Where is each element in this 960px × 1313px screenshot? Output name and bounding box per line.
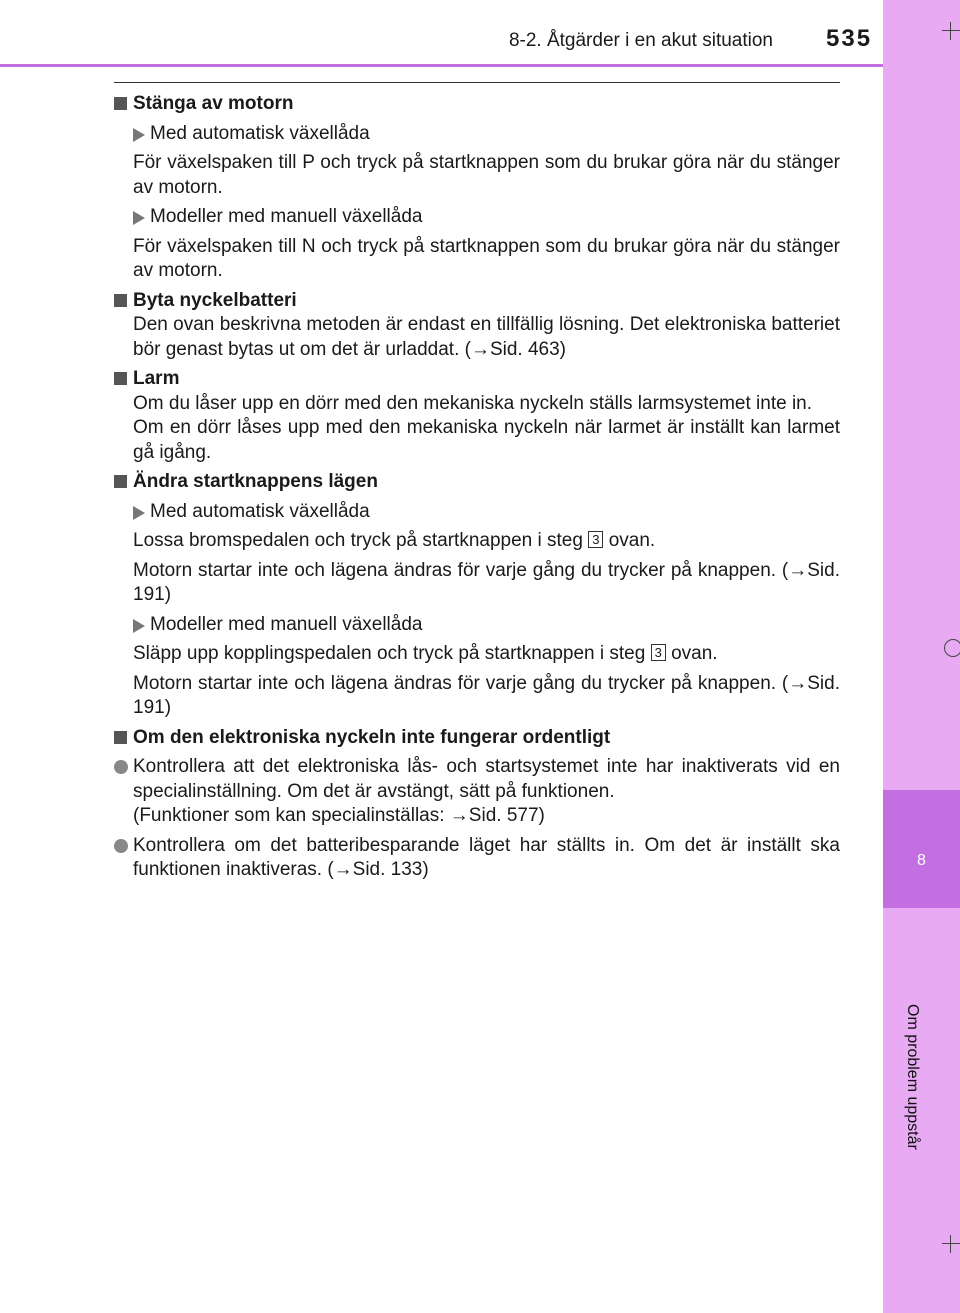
chapter-label: Om problem uppstår: [904, 1004, 921, 1150]
bullet-item: [114, 755, 840, 829]
heading-byta-nyckelbatteri: Byta nyckelbatteri: [114, 289, 840, 314]
main-content: [114, 92, 840, 883]
crop-mark-icon: [942, 1235, 960, 1253]
subheading-automatic: Med automatisk växellåda: [114, 122, 840, 147]
text: Släpp upp kopplingspedalen och tryck på startknappen i steg: [133, 643, 646, 664]
page-number: 535: [826, 25, 873, 52]
paragraph-step-ref: [114, 529, 840, 554]
chapter-tab[interactable]: [883, 790, 960, 908]
heading-elektroniska-nyckeln: Om den elektroniska nyckeln inte fungerar ordentligt: [114, 726, 840, 751]
paragraph-step-ref: [114, 642, 840, 667]
text: Lossa bromspedalen och tryck på startknappen i steg: [133, 530, 583, 551]
step-number-box: 3: [588, 531, 603, 548]
paragraph: För växelspaken till N och tryck på startknappen som du brukar göra när du stänger av motorn.: [133, 235, 840, 281]
paragraph: Motorn startar inte och lägena ändras för varje gång du trycker på knappen. (→Sid. 191): [133, 559, 840, 605]
text: (Funktioner som kan specialinställas: →Sid. 577): [133, 805, 545, 826]
heading-andra-startknappens-lagen: Ändra startknappens lägen: [114, 470, 840, 495]
section-title: 8-2. Åtgärder i en akut situation: [508, 30, 773, 51]
paragraph: För växelspaken till P och tryck på startknappen som du brukar göra när du stänger av motorn.: [133, 152, 840, 198]
subheading-manual: Modeller med manuell växellåda: [114, 205, 840, 230]
content-top-rule: [114, 82, 840, 83]
chapter-number: 8: [917, 852, 926, 869]
crop-mark-icon: [942, 22, 960, 40]
text: ovan.: [608, 530, 656, 551]
heading-stanga-av-motorn: Stänga av motorn: [114, 92, 840, 117]
bullet-item: Kontrollera om det batteribesparande läget har ställts in. Om det är inställt ska funktionen inaktiveras. (→Sid. 133): [114, 834, 840, 883]
registration-mark-icon: [944, 639, 960, 657]
header-divider: [0, 64, 883, 67]
paragraph: Motorn startar inte och lägena ändras för varje gång du trycker på knappen. (→Sid. 191): [133, 672, 840, 718]
chapter-sidebar: [883, 0, 960, 1313]
paragraph: Om du låser upp en dörr med den mekaniska nyckeln ställs larmsystemet inte in.: [133, 392, 813, 414]
paragraph: Den ovan beskrivna metoden är endast en tillfällig lösning. Det elektroniska batteriet bör genast bytas ut om det är urladdat. (→Sid. 463): [133, 314, 840, 360]
paragraph: Om en dörr låses upp med den mekaniska nyckeln när larmet är inställt kan larmet gå igång.: [133, 417, 840, 463]
subheading-manual: Modeller med manuell växellåda: [114, 613, 840, 638]
heading-larm: Larm: [114, 367, 840, 392]
text: ovan.: [671, 643, 718, 664]
step-number-box: 3: [651, 644, 666, 661]
subheading-automatic: Med automatisk växellåda: [114, 500, 840, 525]
text: Kontrollera att det elektroniska lås- och startsystemet inte har inaktiverats vid en specialinställning. Om det är avstängt, sätt på funktionen.: [133, 756, 840, 802]
